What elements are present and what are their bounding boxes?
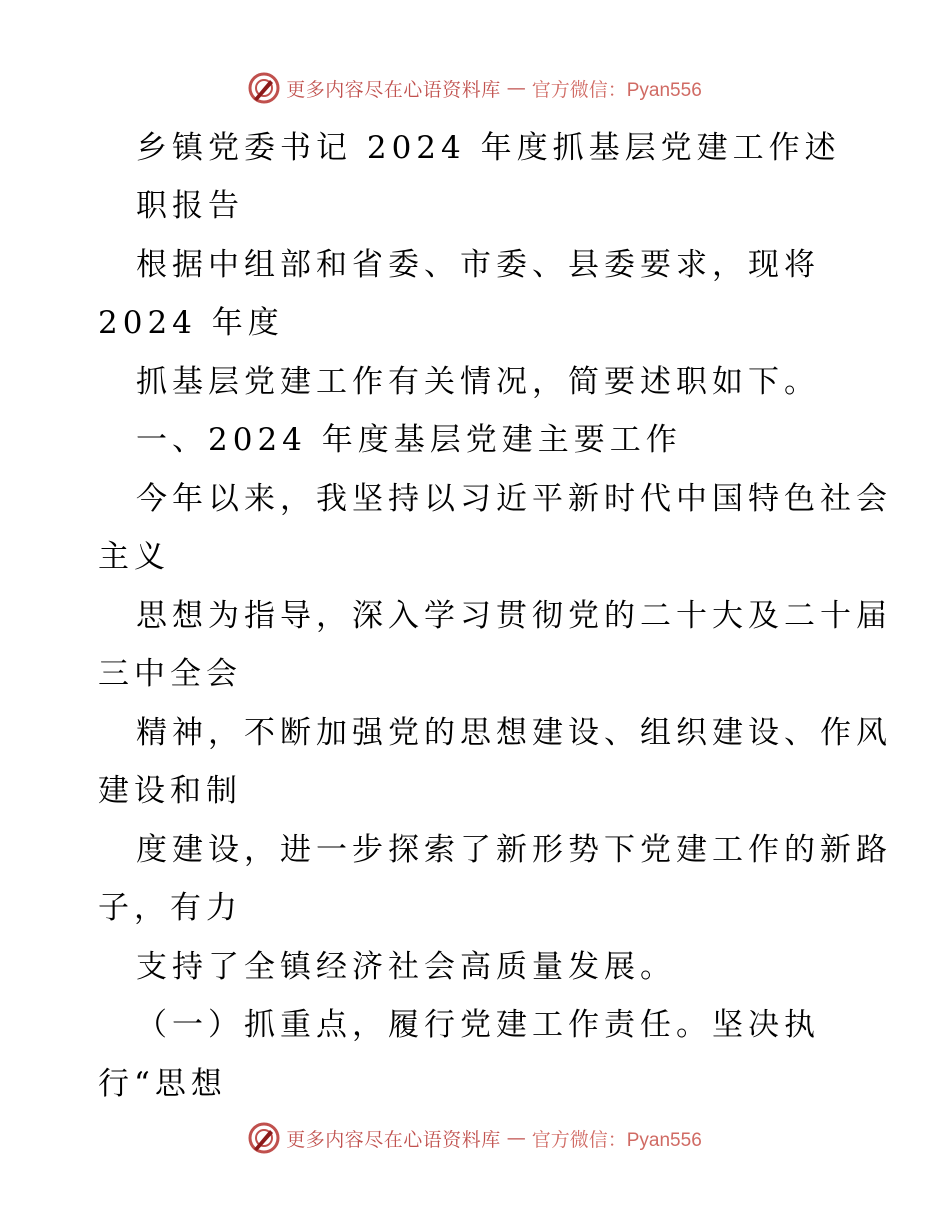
- watermark-separator: —: [506, 1127, 526, 1149]
- paragraph-line: 今年以来，我坚持以习近平新时代中国特色社会: [136, 481, 892, 517]
- watermark-text: 更多内容尽在心语资料库: [286, 78, 501, 101]
- paragraph-line: 抓基层党建工作有关情况，简要述职如下。: [136, 364, 820, 400]
- paragraph-line: 子，有力: [98, 890, 242, 926]
- pen-logo-icon: [248, 72, 280, 104]
- paragraph-line: 根据中组部和省委、市委、县委要求，现将: [136, 247, 820, 283]
- watermark-wechat: 官方微信：Pyan556: [531, 1129, 702, 1151]
- subsection-heading: （一）抓重点，履行党建工作责任。坚决执: [136, 1007, 820, 1043]
- paragraph-line: 主义: [98, 539, 170, 575]
- watermark-text: 更多内容尽在心语资料库: [286, 1128, 501, 1151]
- paragraph-line: 支持了全镇经济社会高质量发展。: [136, 949, 676, 985]
- title-line-2: 职报告: [136, 188, 244, 224]
- paragraph-line: 2024 年度: [98, 305, 284, 341]
- section-heading: 一、2024 年度基层党建主要工作: [136, 422, 682, 458]
- watermark-header: [0, 72, 950, 104]
- watermark-footer: [0, 1122, 950, 1154]
- paragraph-line: 建设和制: [98, 773, 242, 809]
- pen-logo-icon: [248, 1122, 280, 1154]
- watermark-wechat: 官方微信：Pyan556: [531, 79, 702, 101]
- paragraph-line: 三中全会: [98, 656, 242, 692]
- watermark-separator: —: [506, 77, 526, 99]
- paragraph-line: 度建设，进一步探索了新形势下党建工作的新路: [136, 832, 892, 868]
- title-line-1: 乡镇党委书记 2024 年度抓基层党建工作述: [136, 130, 841, 166]
- paragraph-line: 行“思想: [98, 1066, 227, 1102]
- paragraph-line: 精神，不断加强党的思想建设、组织建设、作风: [136, 715, 892, 751]
- paragraph-line: 思想为指导，深入学习贯彻党的二十大及二十届: [136, 598, 892, 634]
